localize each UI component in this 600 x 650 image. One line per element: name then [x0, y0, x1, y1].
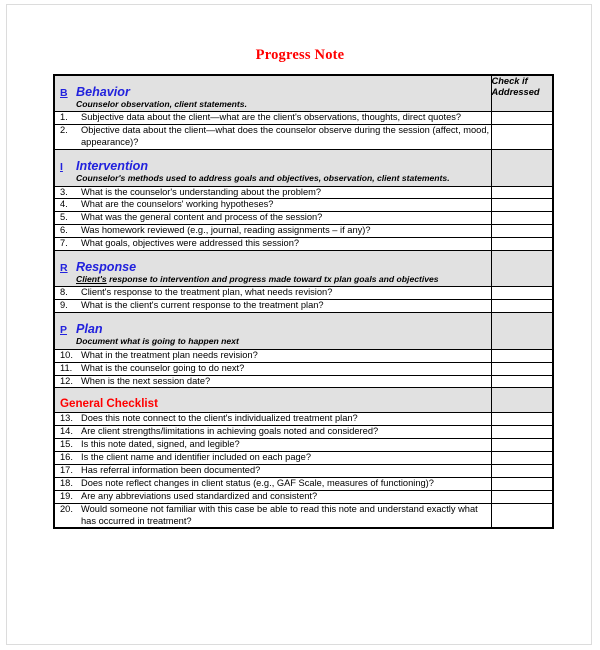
question-text: What is the counselor going to do next? [81, 362, 245, 373]
question-text: Is this note dated, signed, and legible? [81, 439, 240, 450]
section-subtitle: Document what is going to happen next [76, 336, 239, 347]
table-row [54, 413, 553, 426]
question-number: 2. [60, 125, 68, 136]
question-text: Has referral information been documented? [81, 464, 261, 475]
question-text: When is the next session date? [81, 375, 211, 386]
question-wrap [55, 125, 491, 149]
question-wrap [55, 238, 491, 250]
table-row [54, 112, 553, 125]
section-header-row [54, 150, 553, 186]
question-cell [54, 426, 491, 439]
question-number: 18. [60, 477, 73, 488]
question-number: 15. [60, 439, 73, 450]
checklist-body [54, 75, 553, 528]
table-row [54, 125, 553, 150]
page-title: Progress Note [255, 47, 345, 63]
document-page [6, 4, 592, 645]
check-if-addressed-cell[interactable] [491, 349, 553, 362]
question-cell [54, 349, 491, 362]
check-if-addressed-cell[interactable] [491, 464, 553, 477]
question-number: 1. [60, 112, 68, 123]
question-text: Objective data about the client—what does the counselor observe during the session (affect, mood, appearance)? [81, 125, 490, 148]
question-wrap [55, 212, 491, 224]
section-letter: R [60, 262, 68, 275]
check-if-addressed-cell[interactable] [491, 300, 553, 313]
checklist-table [53, 74, 554, 529]
question-cell [54, 225, 491, 238]
question-cell [54, 375, 491, 388]
section-header-row [54, 313, 553, 349]
question-number: 14. [60, 426, 73, 437]
section-spacer [55, 388, 491, 397]
check-if-addressed-cell[interactable] [491, 225, 553, 238]
question-wrap [55, 363, 491, 375]
question-cell [54, 362, 491, 375]
section-header-cell [54, 313, 491, 349]
check-if-addressed-cell[interactable] [491, 287, 553, 300]
question-cell [54, 452, 491, 465]
check-if-addressed-cell[interactable] [491, 375, 553, 388]
check-if-addressed-cell[interactable] [491, 439, 553, 452]
check-if-addressed-cell[interactable] [491, 238, 553, 251]
question-number: 12. [60, 375, 73, 386]
question-cell [54, 439, 491, 452]
question-cell [54, 112, 491, 125]
table-row [54, 426, 553, 439]
check-if-addressed-cell[interactable] [491, 199, 553, 212]
question-number: 10. [60, 349, 73, 360]
question-cell [54, 287, 491, 300]
check-if-addressed-cell[interactable] [491, 362, 553, 375]
table-row [54, 439, 553, 452]
section-header-row [54, 251, 553, 287]
section-header-cell [54, 75, 491, 112]
question-number: 3. [60, 186, 68, 197]
check-if-addressed-cell[interactable] [491, 413, 553, 426]
question-cell [54, 300, 491, 313]
question-cell [54, 490, 491, 503]
question-cell [54, 503, 491, 528]
question-number: 20. [60, 503, 73, 514]
table-row [54, 300, 553, 313]
question-number: 6. [60, 225, 68, 236]
section-title: Behavior [76, 85, 130, 99]
check-column-header: Check if Addressed [491, 75, 553, 112]
question-wrap [55, 225, 491, 237]
question-wrap [55, 439, 491, 451]
question-cell [54, 199, 491, 212]
section-letter: B [60, 87, 68, 99]
question-number: 17. [60, 464, 73, 475]
section-subtitle-rest: response to intervention and progress made toward tx plan goals and objectives [106, 274, 439, 285]
table-row [54, 199, 553, 212]
section-letter: I [60, 161, 63, 174]
check-if-addressed-cell[interactable] [491, 490, 553, 503]
question-text: Does this note connect to the client's individualized treatment plan? [81, 413, 358, 424]
question-number: 7. [60, 238, 68, 249]
section-header-cell [54, 251, 491, 287]
check-if-addressed-cell[interactable] [491, 452, 553, 465]
section-title: Plan [76, 322, 103, 337]
section-header-cell [54, 388, 491, 413]
question-cell [54, 413, 491, 426]
check-if-addressed-cell[interactable] [491, 212, 553, 225]
question-text: What are the counselors' working hypotheses? [81, 199, 274, 210]
question-cell [54, 238, 491, 251]
table-row [54, 186, 553, 199]
table-row [54, 287, 553, 300]
section-letter: P [60, 324, 68, 337]
question-number: 11. [60, 362, 73, 373]
check-if-addressed-cell[interactable] [491, 112, 553, 125]
section-spacer [55, 313, 491, 322]
table-row [54, 349, 553, 362]
section-subtitle: Counselor's methods used to address goals and objectives, observation, client statements. [76, 173, 450, 184]
section-spacer [55, 251, 491, 260]
table-row [54, 503, 553, 528]
question-wrap [55, 426, 491, 438]
question-cell [54, 477, 491, 490]
question-text: Are any abbreviations used standardized and consistent? [81, 490, 318, 501]
section-title-line [55, 260, 491, 275]
question-wrap [55, 187, 491, 199]
question-number: 9. [60, 300, 68, 311]
question-text: Would someone not familiar with this case be able to read this note and understand exactly what has occurred in treatment? [81, 503, 478, 526]
question-text: Are client strengths/limitations in achieving goals noted and considered? [81, 426, 379, 437]
section-title: General Checklist [60, 397, 158, 411]
question-text: Subjective data about the client—what are the client's observations, thoughts, direct quotes? [81, 112, 462, 123]
question-number: 19. [60, 490, 73, 501]
section-spacer [55, 76, 491, 85]
question-cell [54, 464, 491, 477]
question-text: Client's response to the treatment plan, what needs revision? [81, 287, 333, 298]
question-text: What goals, objectives were addressed this session? [81, 238, 300, 249]
section-subtitle [55, 275, 491, 286]
question-text: Was homework reviewed (e.g., journal, reading assignments – if any)? [81, 225, 371, 236]
check-if-addressed-cell[interactable] [491, 503, 553, 528]
section-header-row [54, 388, 553, 413]
table-row [54, 238, 553, 251]
table-row [54, 225, 553, 238]
question-text: What in the treatment plan needs revision? [81, 349, 258, 360]
question-wrap [55, 465, 491, 477]
section-title-line [55, 322, 491, 337]
section-header-cell [54, 150, 491, 186]
question-wrap [55, 452, 491, 464]
question-wrap [55, 350, 491, 362]
check-cell-section [491, 313, 553, 349]
section-title: Response [76, 260, 137, 275]
section-title: Intervention [76, 159, 149, 174]
table-row [54, 477, 553, 490]
table-row [54, 452, 553, 465]
question-text: What is the client's current response to the treatment plan? [81, 300, 324, 311]
question-number: 13. [60, 413, 73, 424]
progress-note-checklist [53, 74, 552, 529]
question-number: 8. [60, 287, 68, 298]
question-wrap [55, 199, 491, 211]
table-row [54, 212, 553, 225]
section-subtitle: Counselor observation, client statements. [76, 99, 247, 109]
question-wrap [55, 112, 491, 124]
section-header-row [54, 75, 553, 112]
question-wrap [55, 504, 491, 528]
question-cell [54, 125, 491, 150]
table-row [54, 375, 553, 388]
question-wrap [55, 478, 491, 490]
question-wrap [55, 491, 491, 503]
question-number: 4. [60, 199, 68, 210]
section-spacer [55, 150, 491, 159]
check-if-addressed-cell[interactable] [491, 186, 553, 199]
question-text: Is the client name and identifier included on each page? [81, 452, 311, 463]
question-number: 16. [60, 452, 73, 463]
check-cell-section [491, 251, 553, 287]
question-wrap [55, 287, 491, 299]
question-wrap [55, 376, 491, 388]
question-wrap [55, 413, 491, 425]
section-subtitle-emphasis: Client's [76, 274, 107, 285]
section-title-line [55, 85, 491, 100]
table-row [54, 362, 553, 375]
check-if-addressed-cell[interactable] [491, 426, 553, 439]
question-wrap [55, 300, 491, 312]
check-if-addressed-cell[interactable] [491, 125, 553, 150]
question-cell [54, 186, 491, 199]
table-row [54, 464, 553, 477]
question-cell [54, 212, 491, 225]
question-text: What is the counselor's understanding about the problem? [81, 186, 322, 197]
question-number: 5. [60, 212, 68, 223]
section-title-line [55, 159, 491, 174]
table-row [54, 490, 553, 503]
check-cell-section [491, 150, 553, 186]
check-if-addressed-cell[interactable] [491, 477, 553, 490]
question-text: What was the general content and process of the session? [81, 212, 323, 223]
question-text: Does note reflect changes in client status (e.g., GAF Scale, measures of functioning)? [81, 477, 434, 488]
check-cell-section [491, 388, 553, 413]
